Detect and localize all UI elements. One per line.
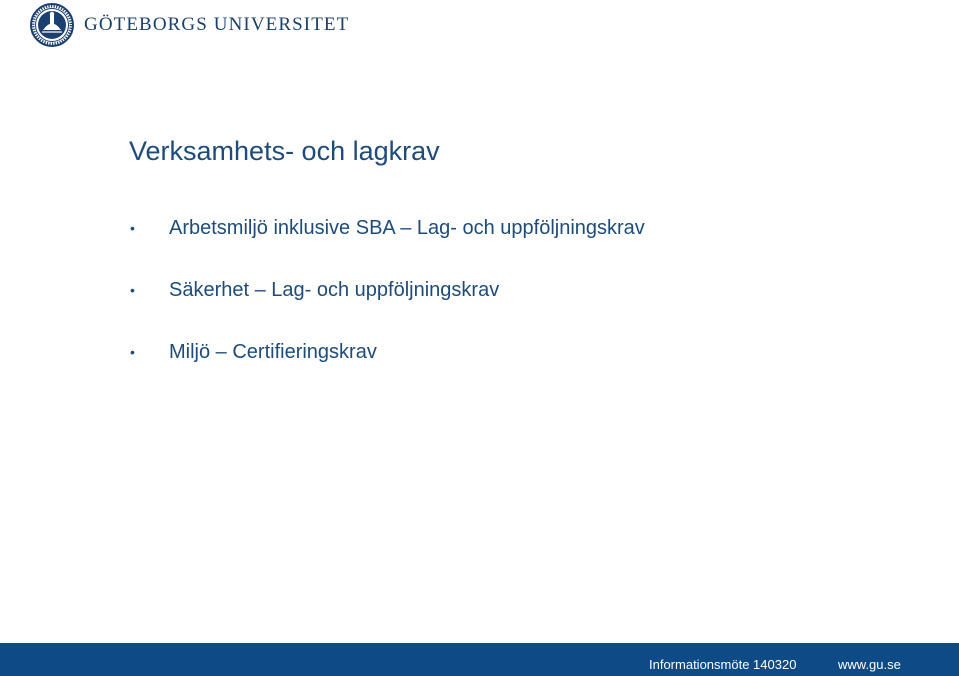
university-seal-icon	[30, 3, 74, 47]
bullet-icon: •	[130, 220, 135, 236]
bullet-text: Miljö – Certifieringskrav	[169, 341, 377, 363]
bullet-text: Säkerhet – Lag- och uppföljningskrav	[169, 279, 500, 301]
footer-url-link[interactable]: www.gu.se	[838, 657, 901, 672]
bullet-icon: •	[130, 344, 135, 360]
slide-title: Verksamhets- och lagkrav	[129, 136, 440, 166]
logo	[30, 3, 349, 47]
bullet-icon: •	[130, 282, 135, 298]
footer-bar	[0, 643, 959, 676]
university-name: GÖTEBORGS UNIVERSITET	[84, 14, 350, 35]
bullet-text: Arbetsmiljö inklusive SBA – Lag- och uppföljningskrav	[169, 217, 645, 239]
footer-event-label: Informationsmöte 140320	[649, 657, 797, 672]
